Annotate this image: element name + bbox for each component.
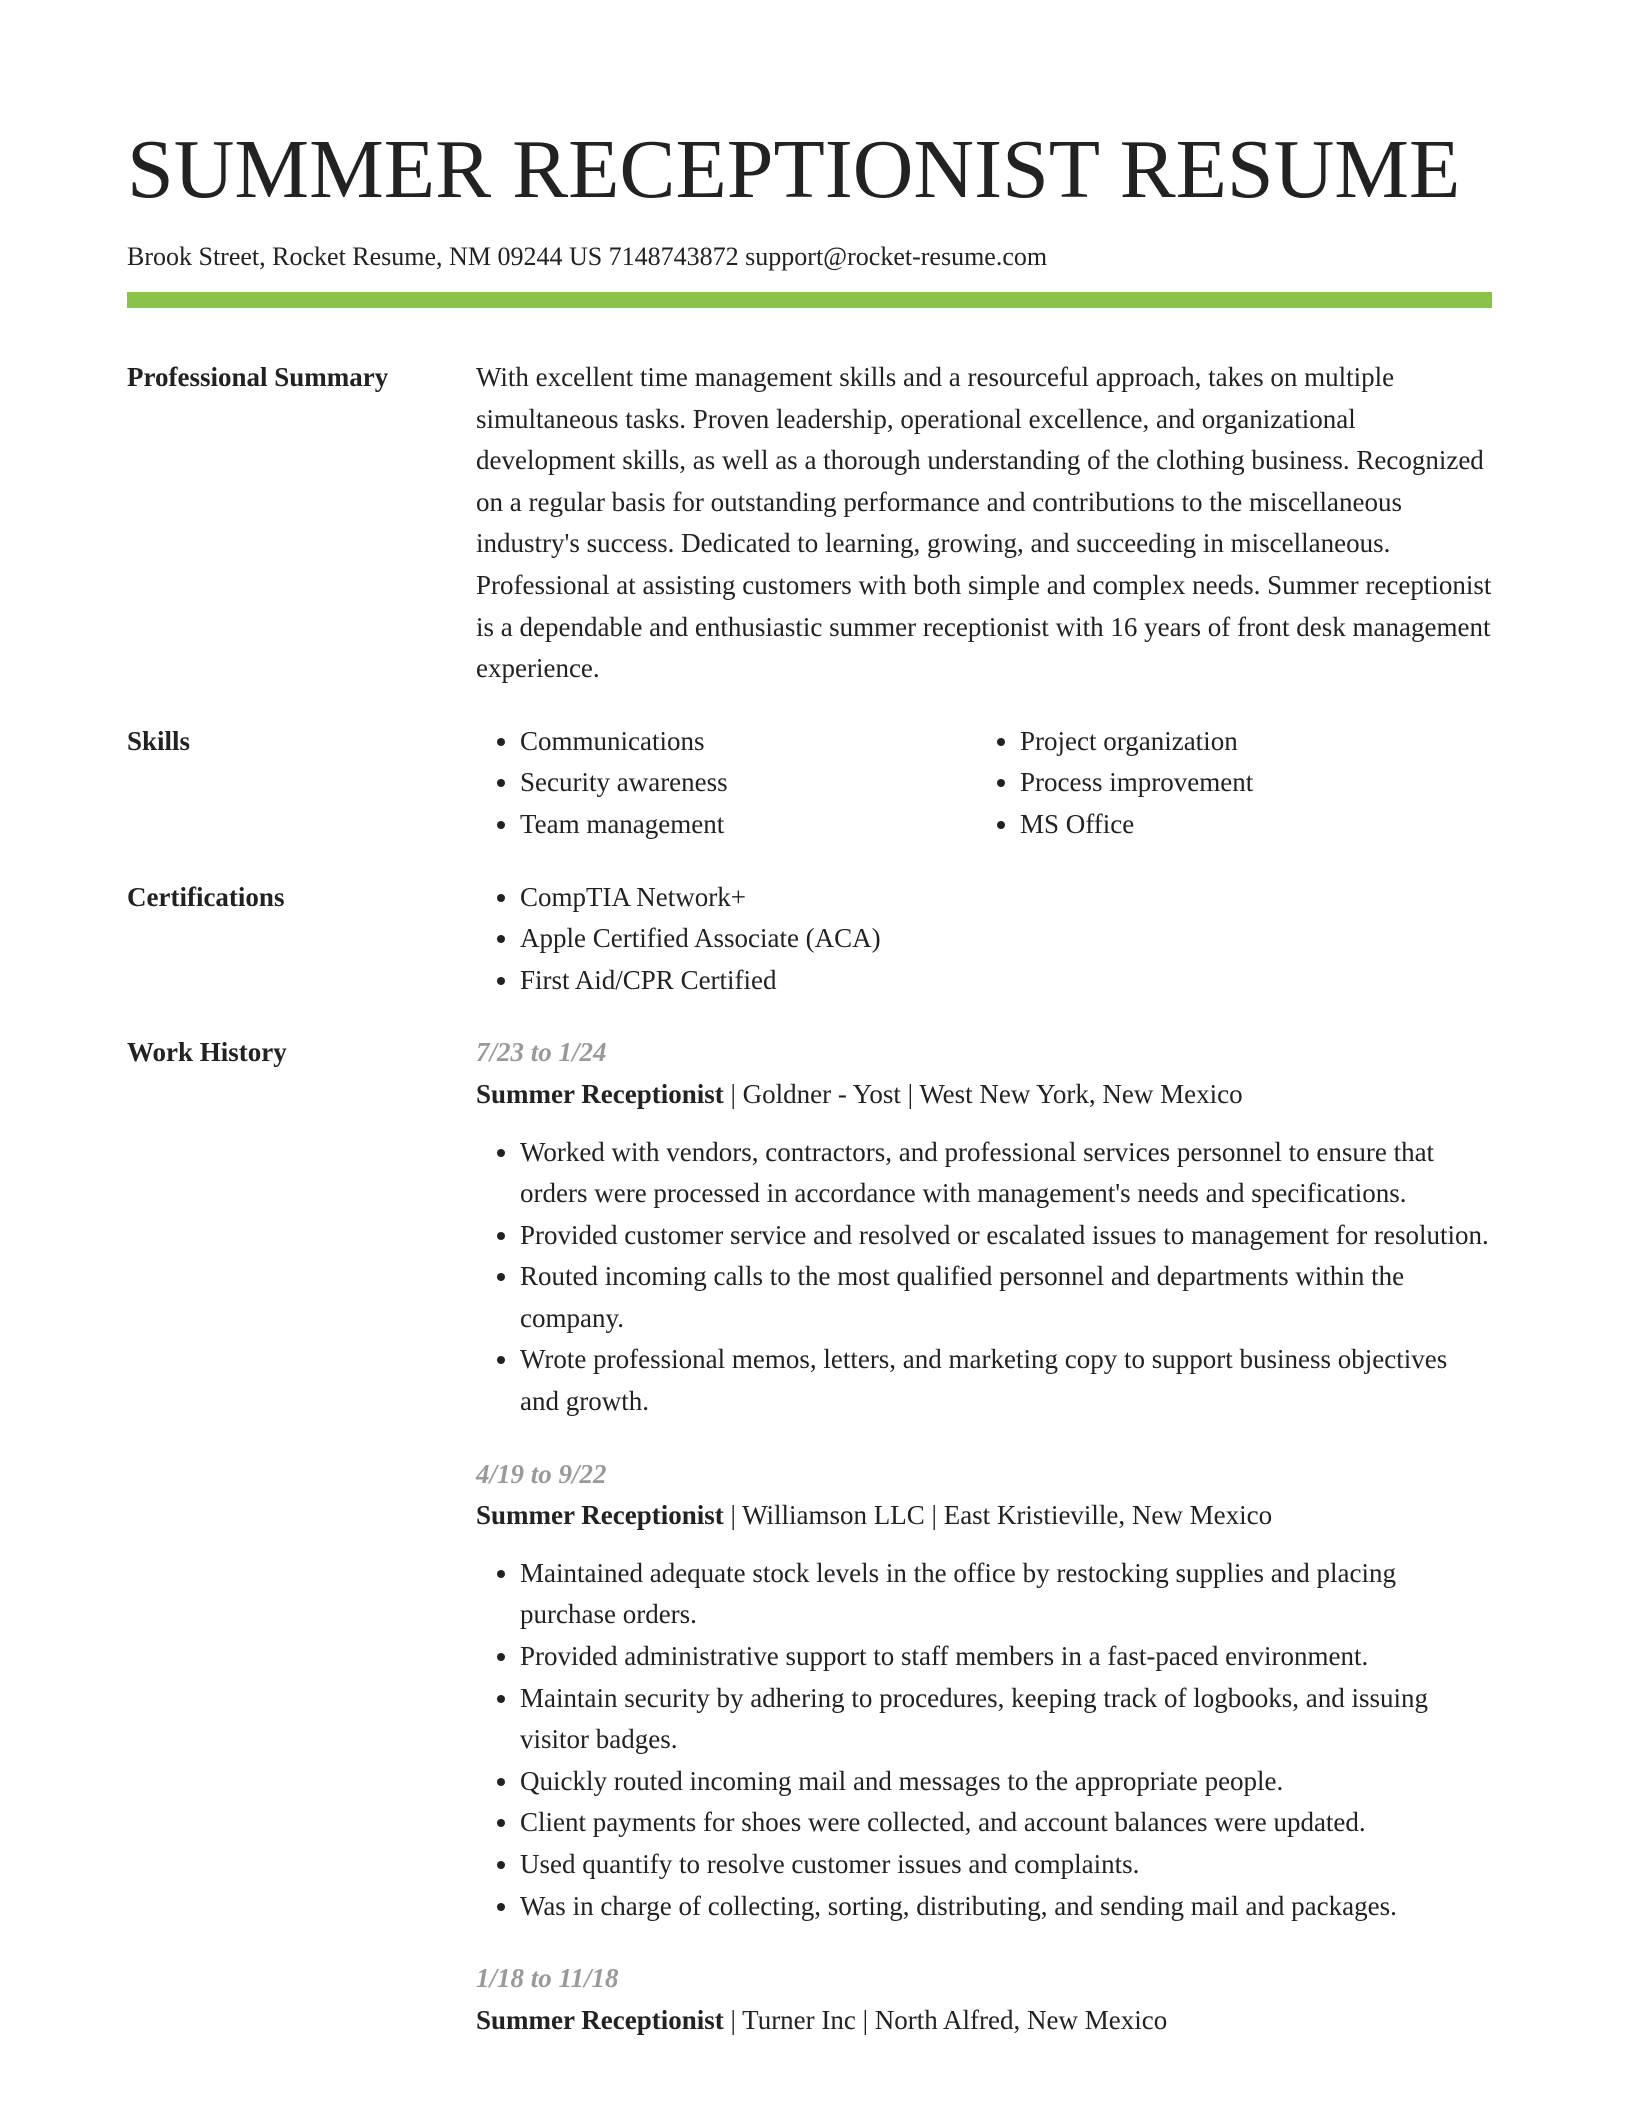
job-bullet: • Provided administrative support to staff members in a fast-paced environment. xyxy=(520,1636,1492,1678)
job-bullets xyxy=(476,1132,1492,1423)
job-heading xyxy=(476,1074,1492,1116)
skills-heading: Skills xyxy=(127,725,191,756)
certification-item: • CompTIA Network+ xyxy=(520,877,1492,919)
certifications-section xyxy=(127,877,1492,1002)
certifications-heading: Certifications xyxy=(127,881,285,912)
job-entry xyxy=(476,1958,1492,2041)
job-title: Summer Receptionist xyxy=(476,1078,724,1109)
job-heading xyxy=(476,1495,1492,1537)
work-history-heading: Work History xyxy=(127,1037,287,1068)
contact-info: Brook Street, Rocket Resume, NM 09244 US 7148743872 support@rocket-resume.com xyxy=(127,242,1048,271)
job-details: | Williamson LLC | East Kristieville, New Mexico xyxy=(723,1500,1273,1531)
job-dates: 7/23 to 1/24 xyxy=(476,1037,607,1068)
skill-item: • Communications xyxy=(520,721,976,763)
work-history-section xyxy=(127,1032,1492,2041)
skill-item: • Process improvement xyxy=(1020,762,1476,804)
job-bullet: • Client payments for shoes were collected, and account balances were updated. xyxy=(520,1802,1492,1844)
job-title: Summer Receptionist xyxy=(476,2004,724,2035)
job-bullet: • Worked with vendors, contractors, and professional services personnel to ensure that orders were processed in accordance with management's needs and specifications. xyxy=(520,1132,1492,1215)
skill-item: • Project organization xyxy=(1020,721,1476,763)
job-entry xyxy=(476,1454,1492,1928)
resume-page xyxy=(127,120,1492,2041)
resume-title: SUMMER RECEPTIONIST RESUME xyxy=(127,123,1461,216)
job-bullet: • Wrote professional memos, letters, and marketing copy to support business objectives and growth. xyxy=(520,1339,1492,1422)
skill-item: • Team management xyxy=(520,804,976,846)
skill-item: • MS Office xyxy=(1020,804,1476,846)
skill-item: • Security awareness xyxy=(520,762,976,804)
job-heading xyxy=(476,2000,1492,2042)
job-bullet: • Quickly routed incoming mail and messages to the appropriate people. xyxy=(520,1761,1492,1803)
job-bullet: • Provided customer service and resolved or escalated issues to management for resolution. xyxy=(520,1215,1492,1257)
job-bullet: • Was in charge of collecting, sorting, distributing, and sending mail and packages. xyxy=(520,1886,1492,1928)
job-bullet: • Maintain security by adhering to procedures, keeping track of logbooks, and issuing visitor badges. xyxy=(520,1678,1492,1761)
certification-item: • First Aid/CPR Certified xyxy=(520,960,1492,1002)
certifications-list xyxy=(476,877,1492,1002)
summary-heading: Professional Summary xyxy=(127,362,389,392)
job-details: | Goldner - Yost | West New York, New Mexico xyxy=(723,1078,1243,1109)
summary-section xyxy=(127,357,1492,690)
job-dates: 1/18 to 11/18 xyxy=(476,1963,619,1994)
skills-grid xyxy=(476,721,1492,846)
skills-column-2 xyxy=(976,721,1476,846)
skills-column-1 xyxy=(476,721,976,846)
accent-divider xyxy=(127,292,1492,308)
job-entry xyxy=(476,1032,1492,1422)
job-dates: 4/19 to 9/22 xyxy=(476,1458,607,1489)
job-title: Summer Receptionist xyxy=(476,1500,724,1531)
job-details: | Turner Inc | North Alfred, New Mexico xyxy=(723,2004,1168,2035)
job-bullets xyxy=(476,1553,1492,1927)
summary-text: With excellent time management skills and a resourceful approach, takes on multiple simultaneous tasks. Proven leadership, operational excellence, and organizational development skills, as well as a thorough understanding of the clothing business. Recognized on a regular basis for outstanding performance and contributions to the miscellaneous industry's success. Dedicated to learning, growing, and succeeding in miscellaneous. Professional at assisting customers with both simple and complex needs. Summer receptionist is a dependable and enthusiastic summer receptionist with 16 years of front desk management experience. xyxy=(476,362,1492,684)
job-bullet: • Maintained adequate stock levels in the office by restocking supplies and placing purchase orders. xyxy=(520,1553,1492,1636)
skills-section xyxy=(127,721,1492,846)
job-bullet: • Used quantify to resolve customer issues and complaints. xyxy=(520,1844,1492,1886)
certification-item: • Apple Certified Associate (ACA) xyxy=(520,918,1492,960)
job-bullet: • Routed incoming calls to the most qualified personnel and departments within the company. xyxy=(520,1256,1492,1339)
